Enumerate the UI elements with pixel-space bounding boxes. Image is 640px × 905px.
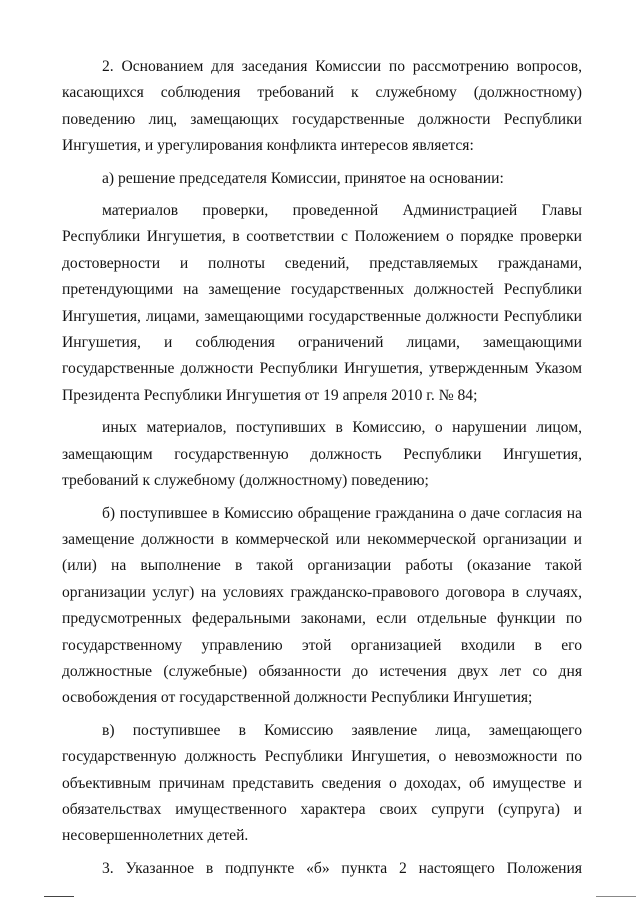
paragraph-2a-decision: а) решение председателя Комиссии, принятое на основании: [102,169,504,187]
paragraph-2v-statement: в) поступившее в Комиссию заявление лица, замещающего государственную должность Республики Ингушетия, о невозможности по объективным причинам представить сведения о доходах, об имуществе и обязательствах имущественного характера своих супруги (супруга) и несовершеннолетних детей. [62,721,582,845]
scan-mark-left [44,896,74,897]
paragraph-2a-other-materials: иных материалов, поступивших в Комиссию, о нарушении лицом, замещающим государственную должность Республики Ингушетия, требований к служебному (должностному) поведению; [62,419,582,490]
paragraph-2b-citizen-appeal: б) поступившее в Комиссию обращение гражданина о даче согласия на замещение должности в коммерческой или некоммерческой организации и (или) на выполнение в такой организации работы (оказание такой организации услуг) на условиях гражданско-правового договора в случаях, предусмотренных федеральными законами, если отдельные функции по государственному управлению этой организацией входили в его должностные (служебные) обязанности до истечения двух лет со дня освобождения от государственной должности Республики Ингушетия; [62,504,582,707]
paragraph-3-start: 3. Указанное в подпункте «б» пункта 2 настоящего Положения [102,859,582,877]
scan-mark-right [596,896,636,897]
document-page [62,54,582,882]
paragraph-2-basis: 2. Основанием для заседания Комиссии по рассмотрению вопросов, касающихся соблюдения требований к служебному (должностному) поведению лиц, замещающих государственные должности Республики Ингушетия, и урегулирования конфликта интересов является: [62,58,582,155]
paragraph-2a-materials-check: материалов проверки, проведенной Администрацией Главы Республики Ингушетия, в соответствии с Положением о порядке проверки достоверности и полноты сведений, представляемых гражданами, претендующими на замещение государственных должностей Республики Ингушетия, лицами, замещающими государственные должности Республики Ингушетия, и соблюдения ограничений лицами, замещающими государственные должности Республики Ингушетия, утвержденным Указом Президента Республики Ингушетия от 19 апреля 2010 г. № 84; [62,202,582,404]
